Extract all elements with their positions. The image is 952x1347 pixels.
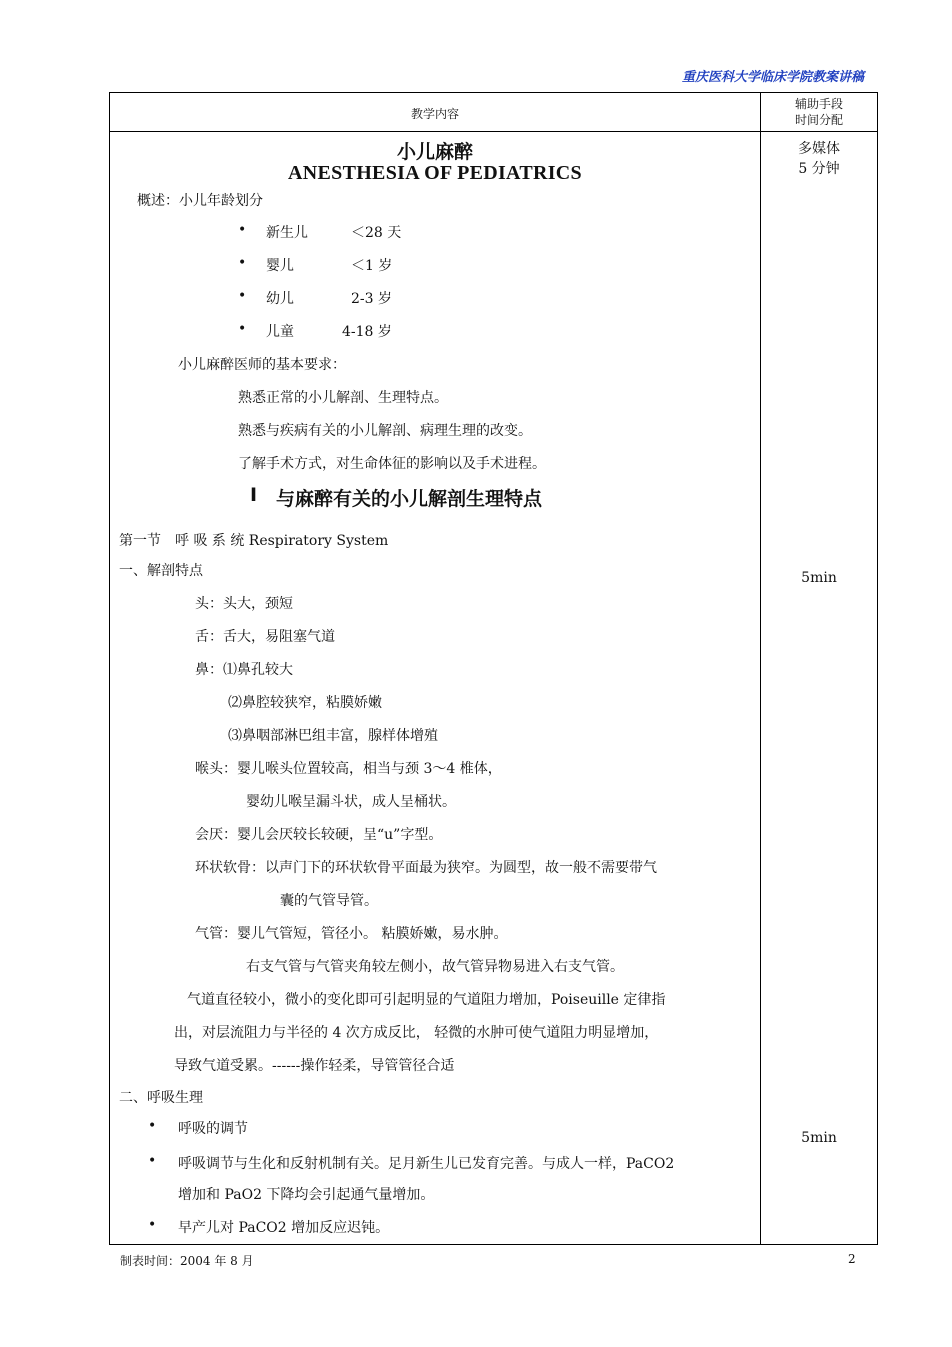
- column-divider: [760, 93, 761, 1244]
- content-line: 气管：婴儿气管短，管径小。 粘膜娇嫩，易水肿。: [195, 926, 508, 942]
- age-name: 幼儿: [266, 291, 294, 307]
- content-line: 出，对层流阻力与半径的 4 次方成反比， 轻微的水肿可使气道阻力明显增加，: [174, 1025, 659, 1041]
- subsection-heading: 第一节 呼 吸 系 统 Respiratory System: [119, 533, 389, 549]
- requirement-item: 熟悉与疾病有关的小儿解剖、病理生理的改变。: [238, 423, 532, 439]
- aux-time-2: 5min: [801, 570, 837, 586]
- content-line: 环状软骨：以声门下的环状软骨平面最为狭窄。为圆型，故一般不需要带气: [195, 860, 657, 876]
- age-range: ＜28 天: [351, 225, 402, 241]
- requirements-title: 小儿麻醉医师的基本要求：: [178, 357, 346, 373]
- bullet-icon: •: [148, 1153, 157, 1169]
- aux-time-1: 5 分钟: [798, 161, 840, 177]
- aux-media: 多媒体: [798, 141, 840, 157]
- age-range: ＜1 岁: [351, 258, 393, 274]
- age-bullet: •: [238, 222, 247, 238]
- age-name: 儿童: [266, 324, 294, 340]
- column-header-aux: [760, 96, 878, 128]
- age-bullet: •: [238, 321, 247, 337]
- content-line: ⑵鼻腔较狭窄，粘膜娇嫩: [228, 695, 382, 711]
- requirement-item: 熟悉正常的小儿解剖、生理特点。: [238, 390, 448, 406]
- age-bullet: •: [238, 288, 247, 304]
- subsection-heading: 一、解剖特点: [119, 563, 203, 579]
- overview-label: 概述：小儿年龄划分: [137, 193, 263, 209]
- content-line: 囊的气管导管。: [280, 893, 378, 909]
- lesson-table: [109, 92, 878, 1245]
- content-line: 右支气管与气管夹角较左侧小，故气管异物易进入右支气管。: [246, 959, 624, 975]
- bullet-text: 呼吸调节与生化和反射机制有关。足月新生儿已发育完善。与成人一样，PaCO2: [178, 1156, 675, 1172]
- page-number: 2: [848, 1252, 856, 1266]
- column-header-content: 教学内容: [410, 107, 459, 121]
- content-line: ⑶鼻咽部淋巴组丰富，腺样体增殖: [228, 728, 438, 744]
- age-range: 4-18 岁: [342, 324, 392, 340]
- bullet-text: 早产儿对 PaCO2 增加反应迟钝。: [178, 1220, 390, 1236]
- bullet-text: 呼吸的调节: [178, 1121, 248, 1137]
- bullet-text: 增加和 PaO2 下降均会引起通气量增加。: [178, 1187, 435, 1203]
- requirement-item: 了解手术方式，对生命体征的影响以及手术进程。: [238, 456, 546, 472]
- subsection-heading: 二、呼吸生理: [119, 1090, 203, 1106]
- content-line: 婴幼儿喉呈漏斗状，成人呈桶状。: [246, 794, 456, 810]
- header-divider: [110, 131, 877, 132]
- age-bullet: •: [238, 255, 247, 271]
- age-range: 2-3 岁: [351, 291, 392, 307]
- section-number: Ⅰ: [250, 484, 258, 506]
- bullet-icon: •: [148, 1217, 157, 1233]
- bullet-icon: •: [148, 1118, 157, 1134]
- lesson-subtitle: ANESTHESIA OF PEDIATRICS: [288, 162, 582, 184]
- content-line: 气道直径较小，微小的变化即可引起明显的气道阻力增加，Poiseuille 定律指: [187, 992, 666, 1008]
- aux-header-line-2: 时间分配: [794, 113, 843, 127]
- content-line: 会厌：婴儿会厌较长较硬，呈“u”字型。: [195, 827, 443, 843]
- content-line: 舌：舌大，易阻塞气道: [195, 629, 335, 645]
- content-line: 头：头大，颈短: [195, 596, 293, 612]
- footer-date: 制表时间：2004 年 8 月: [120, 1254, 254, 1268]
- age-name: 婴儿: [266, 258, 294, 274]
- content-line: 鼻：⑴鼻孔较大: [195, 662, 293, 678]
- section-title: 与麻醉有关的小儿解剖生理特点: [276, 488, 543, 510]
- aux-time-3: 5min: [801, 1130, 837, 1146]
- content-line: 导致气道受累。------操作轻柔，导管管径合适: [174, 1058, 455, 1074]
- lesson-title: 小儿麻醉: [396, 141, 473, 163]
- institution-header: 重庆医科大学临床学院教案讲稿: [681, 70, 864, 85]
- aux-header-line-1: 辅助手段: [794, 97, 843, 111]
- content-line: 喉头：婴儿喉头位置较高，相当与颈 3～4 椎体，: [195, 761, 502, 777]
- age-name: 新生儿: [266, 225, 308, 241]
